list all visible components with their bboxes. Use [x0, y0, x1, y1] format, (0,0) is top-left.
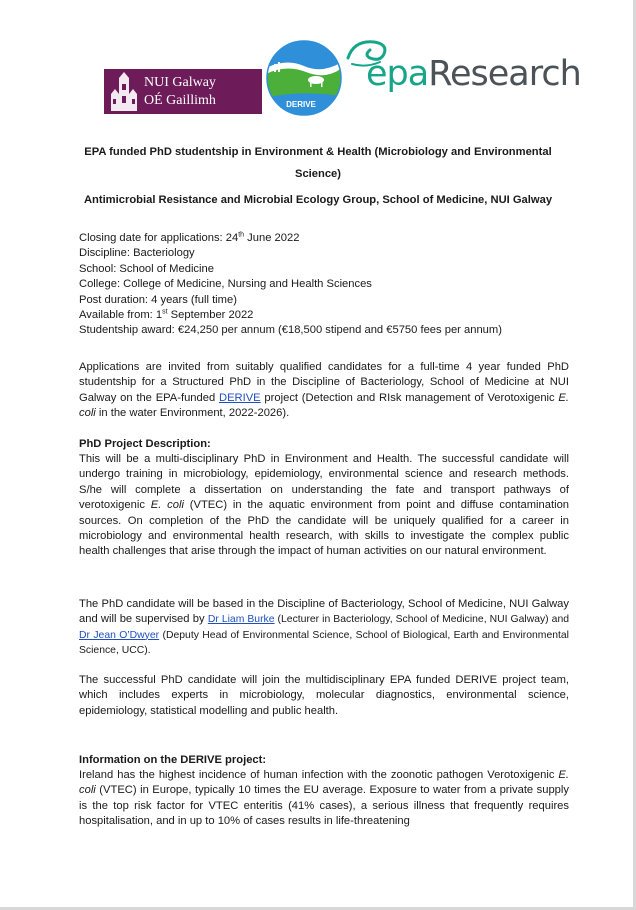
college: College: College of Medicine, Nursing and Health Sciences: [79, 278, 372, 291]
derive-info-paragraph: Ireland has the highest incidence of human infection with the zoonotic pathogen Verotoxigenic E. coli (VTEC) in Europe, typically 10 times the EU average. Exposure to water from a private supply is the top risk factor for VTEC enteritis (41% cases), a serious illness that frequently requires hospitalisation, and in up to 10% of cases results in life-threatening: [79, 769, 569, 828]
epa-research-logo: [366, 54, 581, 94]
group-heading: Antimicrobial Resistance and Microbial Ecology Group, School of Medicine, NUI Galway: [83, 194, 553, 206]
project-description-paragraph: This will be a multi-disciplinary PhD in Environment and Health. The successful candidate will undergo training in microbiology, epidemiology, environmental science and research methods. S/he will complete a dissertation on understanding the fate and transport pathways of verotoxigenic E. coli (VTEC) in the aquatic environment from point and diffuse contamination sources. On completion of the PhD the candidate will be uniquely qualified for a career in microbiology and environmental health research, with skills to investigate the complex public health challenges that arise through the impact of human activities on our natural environment.: [79, 453, 570, 558]
title-line-1: EPA funded PhD studentship in Environment & Health (Microbiology and Environmental: [84, 146, 552, 158]
nuig-logo-line2: OÉ Gaillimh: [144, 93, 216, 108]
available-from: Available from: 1st September 2022: [79, 308, 254, 322]
derive-logo-text: DERIVE: [286, 100, 316, 109]
closing-date: Closing date for applications: 24th June 2022: [79, 231, 300, 244]
studentship-award: Studentship award: €24,250 per annum (€18,500 stipend and €5750 fees per annum): [79, 324, 502, 337]
discipline: Discipline: Bacteriology: [79, 247, 195, 260]
nui-galway-logo: [104, 69, 262, 114]
project-description-heading: PhD Project Description:: [79, 438, 211, 450]
jean-odwyer-link[interactable]: Dr Jean O’Dwyer: [79, 629, 160, 641]
liam-burke-link[interactable]: Dr Liam Burke: [207, 614, 275, 626]
derive-info-heading: Information on the DERIVE project:: [79, 754, 267, 766]
title-line-2: Science): [294, 168, 342, 180]
supervision-paragraph: The PhD candidate will be based in the Discipline of Bacteriology, School of Medicine, NUI Galway and will be supervised by Dr Liam Burke (Lecturer in Bacteriology, School of Medicine, NUI Galway) and Dr Jean O’Dwyer (Deputy Head of Environmental Science, School of Biological, Earth and Environmental Science, UCC).: [79, 598, 570, 657]
team-paragraph: The successful PhD candidate will join the multidisciplinary EPA funded DERIVE project team, which includes experts in microbiology, molecular diagnostics, environmental science, epidemiology, statistical modelling and public health.: [79, 674, 569, 717]
research-logo-word: Research: [428, 54, 581, 94]
epa-logo-word: epa: [366, 54, 429, 94]
intro-paragraph: Applications are invited from suitably qualified candidates for a full-time 4 year funded PhD studentship for a Structured PhD in the Discipline of Bacteriology, School of Medicine at NUI Galway on the EPA-funded DERIVE project (Detection and RIsk management of Verotoxigenic E. coli in the water Environment, 2022-2026).: [79, 361, 569, 420]
quadrangle-tower-icon: [108, 72, 140, 111]
studentship-details: [79, 231, 569, 339]
post-duration: Post duration: 4 years (full time): [79, 293, 237, 306]
nuig-logo-line1: NUI Galway: [144, 75, 216, 90]
derive-link[interactable]: DERIVE: [218, 391, 261, 404]
school: School: School of Medicine: [79, 262, 214, 275]
